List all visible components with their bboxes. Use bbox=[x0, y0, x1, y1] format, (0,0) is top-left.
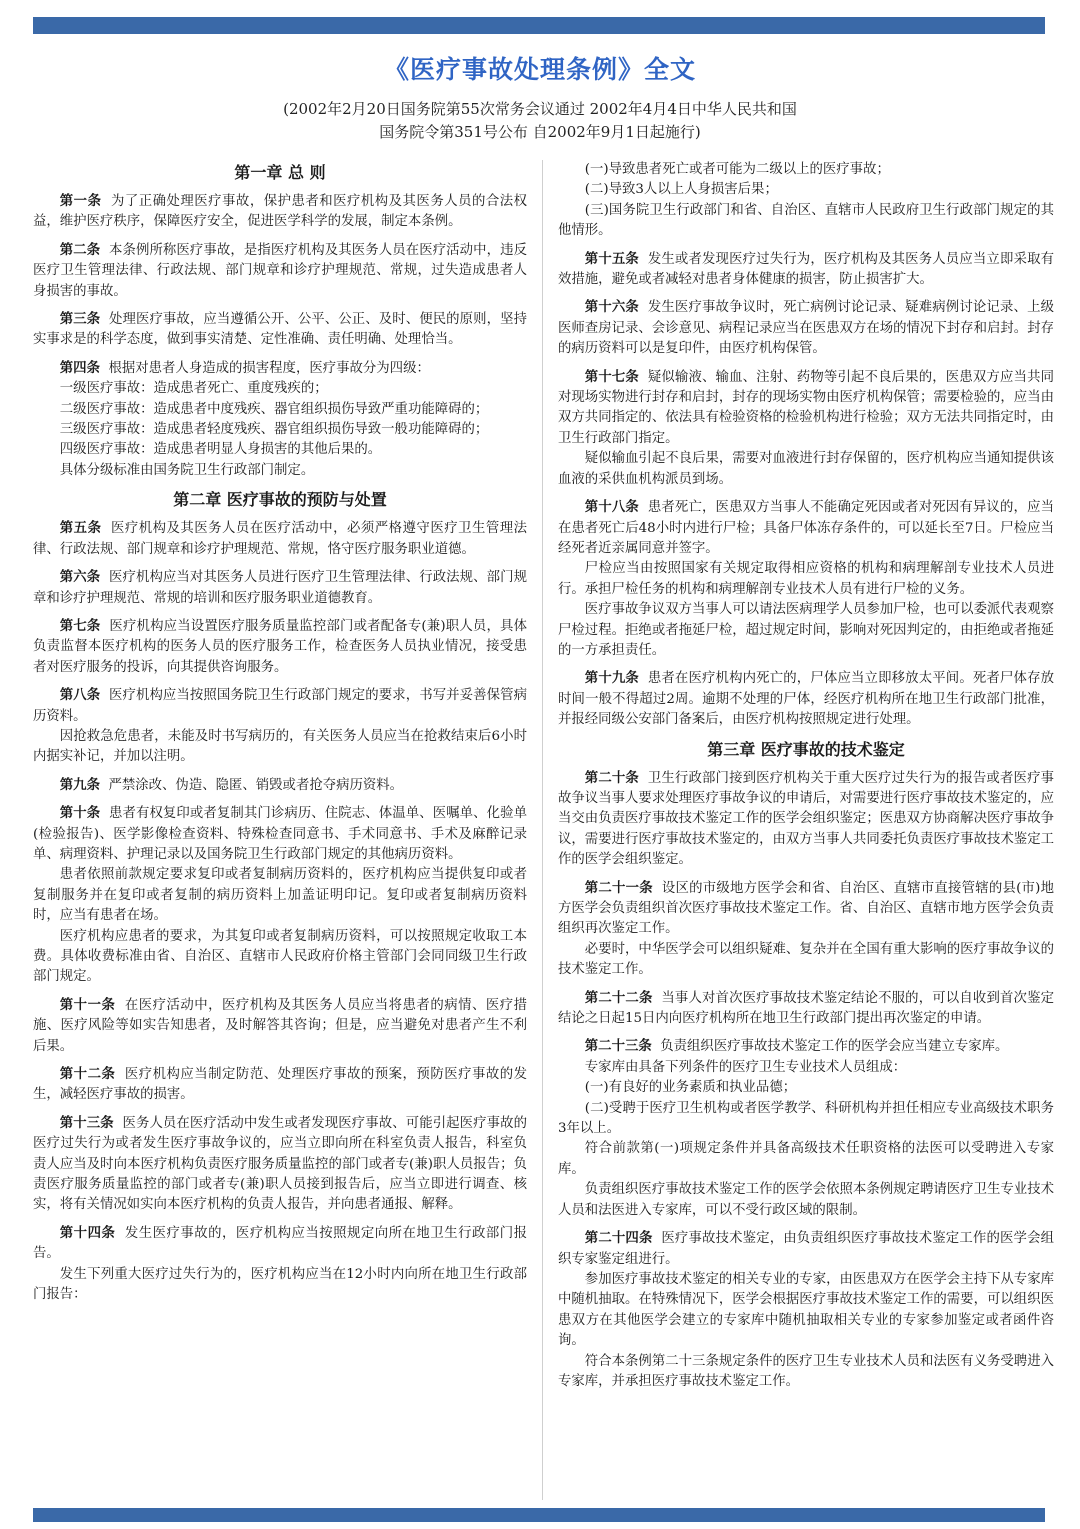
article-23-item-1: (一)有良好的业务素质和执业品德； bbox=[584, 1080, 797, 1096]
article-text: 患者在医疗机构内死亡的，尸体应当立即移放太平间。死者尸体存放时间一般不得超过2周。逾期不处理的尸体，经医疗机构所在地卫生行政部门批准，并报经同级公安部门备案后，由医疗机构按照规定进行处理。 bbox=[558, 671, 1054, 728]
article-8-para-2: 因抢救急危患者，未能及时书写病历的，有关医务人员应当在抢救结束后6小时内据实补记，并加以注明。 bbox=[33, 728, 527, 765]
article-21 bbox=[558, 879, 1054, 940]
article-3 bbox=[33, 310, 527, 351]
article-4-level-1: 一级医疗事故：造成患者死亡、重度残疾的； bbox=[59, 381, 328, 397]
article-12 bbox=[33, 1065, 527, 1106]
article-text: 发生医疗事故的，医疗机构应当按照规定向所在地卫生行政部门报告。 bbox=[33, 1225, 527, 1262]
article-text: 设区的市级地方医学会和省、自治区、直辖市直接管辖的县(市)地方医学会负责组织首次医疗事故技术鉴定工作。省、自治区、直辖市地方医学会负责组织再次鉴定工作。 bbox=[558, 880, 1054, 937]
article-4 bbox=[33, 359, 527, 379]
column-divider bbox=[542, 160, 543, 1500]
article-text: 医疗事故技术鉴定，由负责组织医疗事故技术鉴定工作的医学会组织专家鉴定组进行。 bbox=[558, 1231, 1054, 1267]
article-17-para-2: 疑似输血引起不良后果，需要对血液进行封存保留的，医疗机构应当通知提供该血液的采供血机构派员到场。 bbox=[558, 451, 1054, 487]
article-4-level-4: 四级医疗事故：造成患者明显人身损害的其他后果的。 bbox=[59, 442, 382, 458]
article-label: 第十五条 bbox=[584, 251, 639, 267]
article-label: 第十八条 bbox=[584, 500, 639, 516]
article-label: 第十七条 bbox=[584, 369, 639, 385]
article-text: 医务人员在医疗活动中发生或者发现医疗事故、可能引起医疗事故的医疗过失行为或者发生医疗事故争议的，应当立即向所在科室负责人报告，科室负责人应当及时向本医疗机构负责医疗服务质量监控的部门或者专(兼)职人员报告；负责医疗服务质量监控的部门或者专(兼)职人员接到报告后，应当立即进行调查、核实，将有关情况如实向本医疗机构的负责人报告，并向患者通报、解释。 bbox=[33, 1115, 527, 1213]
article-label: 第二十条 bbox=[584, 770, 639, 786]
article-14 bbox=[33, 1224, 527, 1265]
article-text: 发生医疗事故争议时，死亡病例讨论记录、疑难病例讨论记录、上级医师查房记录、会诊意见、病程记录应当在医患双方在场的情况下封存和启封。封存的病历资料可以是复印件，由医疗机构保管。 bbox=[558, 300, 1054, 357]
article-15 bbox=[558, 250, 1054, 291]
article-label: 第二十四条 bbox=[584, 1231, 653, 1247]
article-8 bbox=[33, 686, 527, 727]
article-text: 当事人对首次医疗事故技术鉴定结论不服的，可以自收到首次鉴定结论之日起15日内向医疗机构所在地卫生行政部门提出再次鉴定的申请。 bbox=[558, 990, 1054, 1027]
article-23 bbox=[558, 1037, 1054, 1057]
article-18-para-3: 医疗事故争议双方当事人可以请法医病理学人员参加尸检，也可以委派代表观察尸检过程。拒绝或者拖延尸检，超过规定时间，影响对死因判定的，由拒绝或者拖延的一方承担责任。 bbox=[558, 602, 1054, 658]
article-10-para-3: 医疗机构应患者的要求，为其复印或者复制病历资料，可以按照规定收取工本费。具体收费标准由省、自治区、直辖市人民政府价格主管部门会同同级卫生行政部门规定。 bbox=[33, 928, 527, 985]
article-label: 第五条 bbox=[59, 521, 102, 537]
article-4-note: 具体分级标准由国务院卫生行政部门制定。 bbox=[59, 462, 315, 478]
document-subtitle bbox=[0, 98, 1080, 144]
article-5 bbox=[33, 519, 527, 560]
article-23-para-2: 专家库由具备下列条件的医疗卫生专业技术人员组成： bbox=[584, 1059, 907, 1075]
article-11 bbox=[33, 996, 527, 1057]
article-7 bbox=[33, 617, 527, 678]
article-13 bbox=[33, 1114, 527, 1216]
article-text: 患者死亡，医患双方当事人不能确定死因或者对死因有异议的，应当在患者死亡后48小时内进行尸检；具备尸体冻存条件的，可以延长至7日。尸检应当经死者近亲属同意并签字。 bbox=[558, 500, 1054, 556]
chapter-1-heading: 第一章 总 则 bbox=[234, 163, 326, 182]
subtitle-line-1: (2002年2月20日国务院第55次常务会议通过 2002年4月4日中华人民共和国 bbox=[283, 100, 797, 118]
article-24-para-2: 参加医疗事故技术鉴定的相关专业的专家，由医患双方在医学会主持下从专家库中随机抽取。在特殊情况下，医学会根据医疗事故技术鉴定工作的需要，可以组织医患双方在其他医学会建立的专家库中随机抽取相关专业的专家参加鉴定或者函件咨询。 bbox=[558, 1271, 1054, 1349]
chapter-3-heading: 第三章 医疗事故的技术鉴定 bbox=[707, 739, 905, 759]
article-2 bbox=[33, 241, 527, 302]
article-text: 处理医疗事故，应当遵循公开、公平、公正、及时、便民的原则，坚持实事求是的科学态度，做到事实清楚、定性准确、责任明确、处理恰当。 bbox=[33, 312, 527, 348]
article-4-level-2: 二级医疗事故：造成患者中度残疾、器官组织损伤导致严重功能障碍的； bbox=[59, 401, 489, 417]
left-column bbox=[33, 160, 527, 1500]
article-16 bbox=[558, 298, 1054, 359]
article-label: 第二十二条 bbox=[584, 990, 653, 1006]
article-text: 在医疗活动中，医疗机构及其医务人员应当将患者的病情、医疗措施、医疗风险等如实告知患者，及时解答其咨询；但是，应当避免对患者产生不利后果。 bbox=[33, 997, 527, 1054]
article-17 bbox=[558, 368, 1054, 450]
article-9 bbox=[33, 776, 527, 796]
article-text: 医疗机构及其医务人员在医疗活动中，必须严格遵守医疗卫生管理法律、行政法规、部门规章和诊疗护理规范、常规，恪守医疗服务职业道德。 bbox=[33, 521, 527, 557]
article-23-item-2: (二)受聘于医疗卫生机构或者医学教学、科研机构并担任相应专业高级技术职务3年以上。 bbox=[558, 1100, 1054, 1137]
bottom-color-band bbox=[33, 1508, 1045, 1522]
document-title: 《医疗事故处理条例》全文 bbox=[383, 55, 696, 84]
article-text: 疑似输液、输血、注射、药物等引起不良后果的，医患双方应当共同对现场实物进行封存和启封，封存的现场实物由医疗机构保管；需要检验的，应当由双方共同指定的、依法具有检验资格的检验机构进行检验；双方无法共同指定时，由卫生行政部门指定。 bbox=[558, 369, 1054, 446]
article-label: 第十四条 bbox=[59, 1225, 116, 1241]
article-label: 第十九条 bbox=[584, 671, 639, 687]
article-label: 第九条 bbox=[59, 777, 100, 793]
article-text: 为了正确处理医疗事故，保护患者和医疗机构及其医务人员的合法权益，维护医疗秩序，保障医疗安全，促进医学科学的发展，制定本条例。 bbox=[33, 194, 527, 230]
article-10-para-2: 患者依照前款规定要求复印或者复制病历资料的，医疗机构应当提供复印或者复制服务并在复印或者复制的病历资料上加盖证明印记。复印或者复制病历资料时，应当有患者在场。 bbox=[33, 867, 527, 924]
article-14-item-1: (一)导致患者死亡或者可能为二级以上的医疗事故； bbox=[584, 162, 890, 177]
article-text: 医疗机构应当设置医疗服务质量监控部门或者配备专(兼)职人员，具体负责监督本医疗机构的医务人员的医疗服务工作，检查医务人员执业情况，接受患者对医疗服务的投诉，向其提供咨询服务。 bbox=[33, 618, 527, 675]
article-21-para-2: 必要时，中华医学会可以组织疑难、复杂并在全国有重大影响的医疗事故争议的技术鉴定工作。 bbox=[558, 941, 1054, 978]
article-19 bbox=[558, 669, 1054, 730]
article-label: 第一条 bbox=[59, 194, 102, 209]
article-label: 第四条 bbox=[59, 360, 100, 376]
article-18-para-2: 尸检应当由按照国家有关规定取得相应资格的机构和病理解剖专业技术人员进行。承担尸检任务的机构和病理解剖专业技术人员有进行尸检的义务。 bbox=[558, 561, 1054, 597]
article-label: 第三条 bbox=[59, 312, 101, 328]
article-18 bbox=[558, 498, 1054, 559]
right-column bbox=[558, 160, 1054, 1500]
article-23-para-3: 符合前款第(一)项规定条件并具备高级技术任职资格的法医可以受聘进入专家库。 bbox=[558, 1141, 1054, 1177]
article-text: 根据对患者人身造成的损害程度，医疗事故分为四级： bbox=[108, 360, 430, 376]
article-24-para-3: 符合本条例第二十三条规定条件的医疗卫生专业技术人员和法医有义务受聘进入专家库，并承担医疗事故技术鉴定工作。 bbox=[558, 1353, 1054, 1389]
article-label: 第二十三条 bbox=[584, 1039, 652, 1055]
article-14-item-2: (二)导致3人以上人身损害后果； bbox=[584, 182, 778, 198]
article-label: 第六条 bbox=[59, 570, 101, 586]
article-text: 严禁涂改、伪造、隐匿、销毁或者抢夺病历资料。 bbox=[108, 777, 404, 793]
article-text: 医疗机构应当制定防范、处理医疗事故的预案，预防医疗事故的发生，减轻医疗事故的损害。 bbox=[33, 1067, 527, 1103]
subtitle-line-2: 国务院令第351号公布 自2002年9月1日起施行) bbox=[379, 123, 701, 141]
article-text: 医疗机构应当按照国务院卫生行政部门规定的要求，书写并妥善保管病历资料。 bbox=[33, 688, 527, 724]
article-label: 第八条 bbox=[59, 688, 101, 704]
article-24 bbox=[558, 1229, 1054, 1270]
article-text: 本条例所称医疗事故，是指医疗机构及其医务人员在医疗活动中，违反医疗卫生管理法律、行政法规、部门规章和诊疗护理规范、常规，过失造成患者人身损害的事故。 bbox=[33, 242, 527, 299]
article-20 bbox=[558, 769, 1054, 871]
article-6 bbox=[33, 568, 527, 609]
article-label: 第十三条 bbox=[59, 1115, 114, 1131]
article-text: 医疗机构应当对其医务人员进行医疗卫生管理法律、行政法规、部门规章和诊疗护理规范、常规的培训和医疗服务职业道德教育。 bbox=[33, 570, 527, 606]
article-label: 第十一条 bbox=[59, 997, 116, 1013]
article-23-para-4: 负责组织医疗事故技术鉴定工作的医学会依照本条例规定聘请医疗卫生专业技术人员和法医进入专家库，可以不受行政区域的限制。 bbox=[558, 1182, 1054, 1218]
article-text: 卫生行政部门接到医疗机构关于重大医疗过失行为的报告或者医疗事故争议当事人要求处理医疗事故争议的申请后，对需要进行医疗事故技术鉴定的，应当交由负责医疗事故技术鉴定工作的医学会组织鉴定；医患双方协商解决医疗事故争议，需要进行医疗事故技术鉴定的，由双方当事人共同委托负责医疗事故技术鉴定工作的医学会组织鉴定。 bbox=[558, 770, 1054, 868]
article-text: 负责组织医疗事故技术鉴定工作的医学会应当建立专家库。 bbox=[660, 1039, 1009, 1055]
article-label: 第十二条 bbox=[59, 1067, 116, 1083]
article-label: 第十六条 bbox=[584, 300, 639, 316]
article-text: 患者有权复印或者复制其门诊病历、住院志、体温单、医嘱单、化验单(检验报告)、医学影像检查资料、特殊检查同意书、手术同意书、手术及麻醉记录单、病理资料、护理记录以及国务院卫生行政部门规定的其他病历资料。 bbox=[33, 806, 527, 862]
article-label: 第二条 bbox=[59, 242, 101, 258]
article-1 bbox=[33, 192, 527, 233]
article-label: 第十条 bbox=[59, 806, 101, 822]
article-14-item-3: (三)国务院卫生行政部门和省、自治区、直辖市人民政府卫生行政部门规定的其他情形。 bbox=[558, 202, 1054, 239]
article-14-para-2: 发生下列重大医疗过失行为的，医疗机构应当在12小时内向所在地卫生行政部门报告： bbox=[33, 1266, 527, 1303]
article-4-level-3: 三级医疗事故：造成患者轻度残疾、器官组织损伤导致一般功能障碍的； bbox=[59, 422, 489, 438]
chapter-2-heading: 第二章 医疗事故的预防与处置 bbox=[173, 490, 387, 510]
article-text: 发生或者发现医疗过失行为，医疗机构及其医务人员应当立即采取有效措施，避免或者减轻对患者身体健康的损害，防止损害扩大。 bbox=[558, 251, 1054, 288]
article-22 bbox=[558, 989, 1054, 1030]
article-label: 第七条 bbox=[59, 618, 101, 634]
top-color-band bbox=[33, 17, 1045, 34]
article-label: 第二十一条 bbox=[584, 880, 653, 896]
article-10 bbox=[33, 804, 527, 865]
